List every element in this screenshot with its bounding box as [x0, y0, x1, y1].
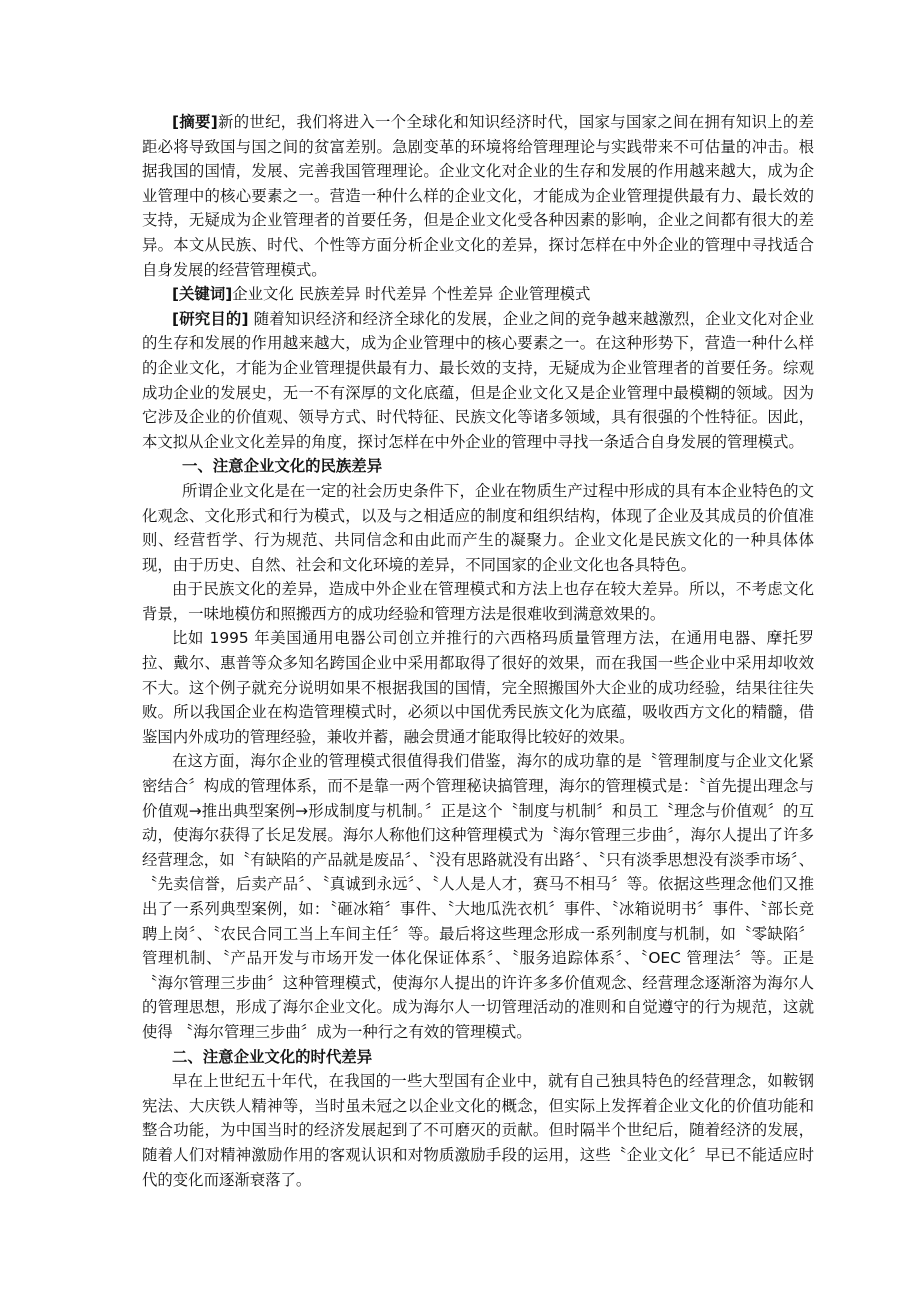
section1-heading: 一、注意企业文化的民族差异	[182, 457, 383, 476]
abstract-text: 新的世纪，我们将进入一个全球化和知识经济时代，国家与国家之间在拥有知识上的差距必将导致国与国之间的贫富差别。急剧变革的环境将给管理理论与实践带来不可估量的冲击。根据我国的国情，发展、完善我国管理理论。企业文化对企业的生存和发展的作用越来越大，成为企业管理中的核心要素之一。营造一种什么样的企业文化，才能成为企业管理提供最有力、最长效的支持，无疑成为企业管理者的首要任务，但是企业文化受各种因素的影响，企业之间都有很大的差异。本文从民族、时代、个性等方面分析企业文化的差异，探讨怎样在中外企业的管理中寻找适合自身发展的经营管理模式。	[142, 113, 814, 279]
section1-paragraph-4: 在这方面，海尔企业的管理模式很值得我们借鉴，海尔的成功靠的是〝管理制度与企业文化紧密结合〞构成的管理体系，而不是靠一两个管理秘诀搞管理，海尔的管理模式是：〝首先提出理念与价值观→推出典型案例→形成制度与机制。〞正是这个〝制度与机制〞和员工〝理念与价值观〞的互动，使海尔获得了长足发展。海尔人称他们这种管理模式为〝海尔管理三步曲〞，海尔人提出了许多经营理念，如〝有缺陷的产品就是废品〞、〝没有思路就没有出路〞、〝只有淡季思想没有淡季市场〞、〝先卖信誉，后卖产品〞、〝真诚到永远〞、〝人人是人才，赛马不相马〞等。依据这些理念他们又推出了一系列典型案例，如：〝砸冰箱〞事件、〝大地瓜洗衣机〞事件、〝冰箱说明书〞事件、〝部长竞聘上岗〞、〝农民合同工当上车间主任〞等。最后将这些理念形成一系列制度与机制，如〝零缺陷〞管理机制、〝产品开发与市场开发一体化保证体系〞、〝服务追踪体系〞、〝OEC 管理法〞等。正是〝海尔管理三步曲〞这种管理模式，使海尔人提出的许许多多价值观念、经营理念逐渐溶为海尔人的管理思想，形成了海尔企业文化。成为海尔人一切管理活动的准则和自觉遵守的行为规范，这就使得 〝海尔管理三步曲〞成为一种行之有效的管理模式。	[142, 752, 814, 1041]
abstract-label: [摘要]	[172, 113, 218, 131]
purpose-text: 随着知识经济和经济全球化的发展，企业之间的竞争越来越激烈，企业文化对企业的生存和发展的作用越来越大，成为企业管理中的核心要素之一。在这种形势下，营造一种什么样的企业文化，才能为企业管理提供最有力、最长效的支持，无疑成为企业管理者的首要任务。综观成功企业的发展史，无一不有深厚的文化底蕴，但是企业文化又是企业管理中最模糊的领域。因为它涉及企业的价值观、领导方式、时代特征、民族文化等诸多领域，具有很强的个性特征。因此，本文拟从企业文化差异的角度，探讨怎样在中外企业的管理中寻找一条适合自身发展的管理模式。	[142, 309, 814, 451]
section1-paragraph-2: 由于民族文化的差异，造成中外企业在管理模式和方法上也存在较大差异。所以，不考虑文化背景，一味地模仿和照搬西方的成功经验和管理方法是很难收到满意效果的。	[142, 580, 814, 623]
purpose-label: [研究目的]	[172, 309, 249, 328]
section2-heading: 二、注意企业文化的时代差异	[172, 1047, 373, 1066]
keywords-label: [关键词]	[172, 285, 233, 304]
section2-paragraph-1: 早在上世纪五十年代，在我国的一些大型国有企业中，就有自己独具特色的经营理念，如鞍钢宪法、大庆铁人精神等，当时虽未冠之以企业文化的概念，但实际上发挥着企业文化的价值功能和整合功能，为中国当时的经济发展起到了不可磨灭的贡献。但时隔半个世纪后，随着经济的发展，随着人们对精神激励作用的客观认识和对物质激励手段的运用，这些〝企业文化〞早已不能适应时代的变化而逐渐衰落了。	[142, 1072, 814, 1189]
keywords-text: 企业文化 民族差异 时代差异 个性差异 企业管理模式	[232, 285, 591, 304]
keywords-paragraph	[142, 282, 814, 307]
document-page	[142, 110, 814, 1192]
abstract-paragraph	[142, 110, 814, 282]
section1-paragraph-1: 所谓企业文化是在一定的社会历史条件下，企业在物质生产过程中形成的具有本企业特色的文化观念、文化形式和行为模式，以及与之相适应的制度和组织结构，体现了企业及其成员的价值准则、经营哲学、行为规范、共同信念和由此而产生的凝聚力。企业文化是民族文化的一种具体体现，由于历史、自然、社会和文化环境的差异，不同国家的企业文化也各具特色。	[142, 481, 814, 574]
section1-paragraph-3: 比如 1995 年美国通用电器公司创立并推行的六西格玛质量管理方法，在通用电器、摩托罗拉、戴尔、惠普等众多知名跨国企业中采用都取得了很好的效果，而在我国一些企业中采用却收效不大。这个例子就充分说明如果不根据我国的国情，完全照搬国外大企业的成功经验，结果往往失败。所以我国企业在构造管理模式时，必须以中国优秀民族文化为底蕴，吸收西方文化的精髓，借鉴国内外成功的管理经验，兼收并蓄，融会贯通才能取得比较好的效果。	[142, 629, 814, 746]
purpose-paragraph	[142, 307, 814, 455]
